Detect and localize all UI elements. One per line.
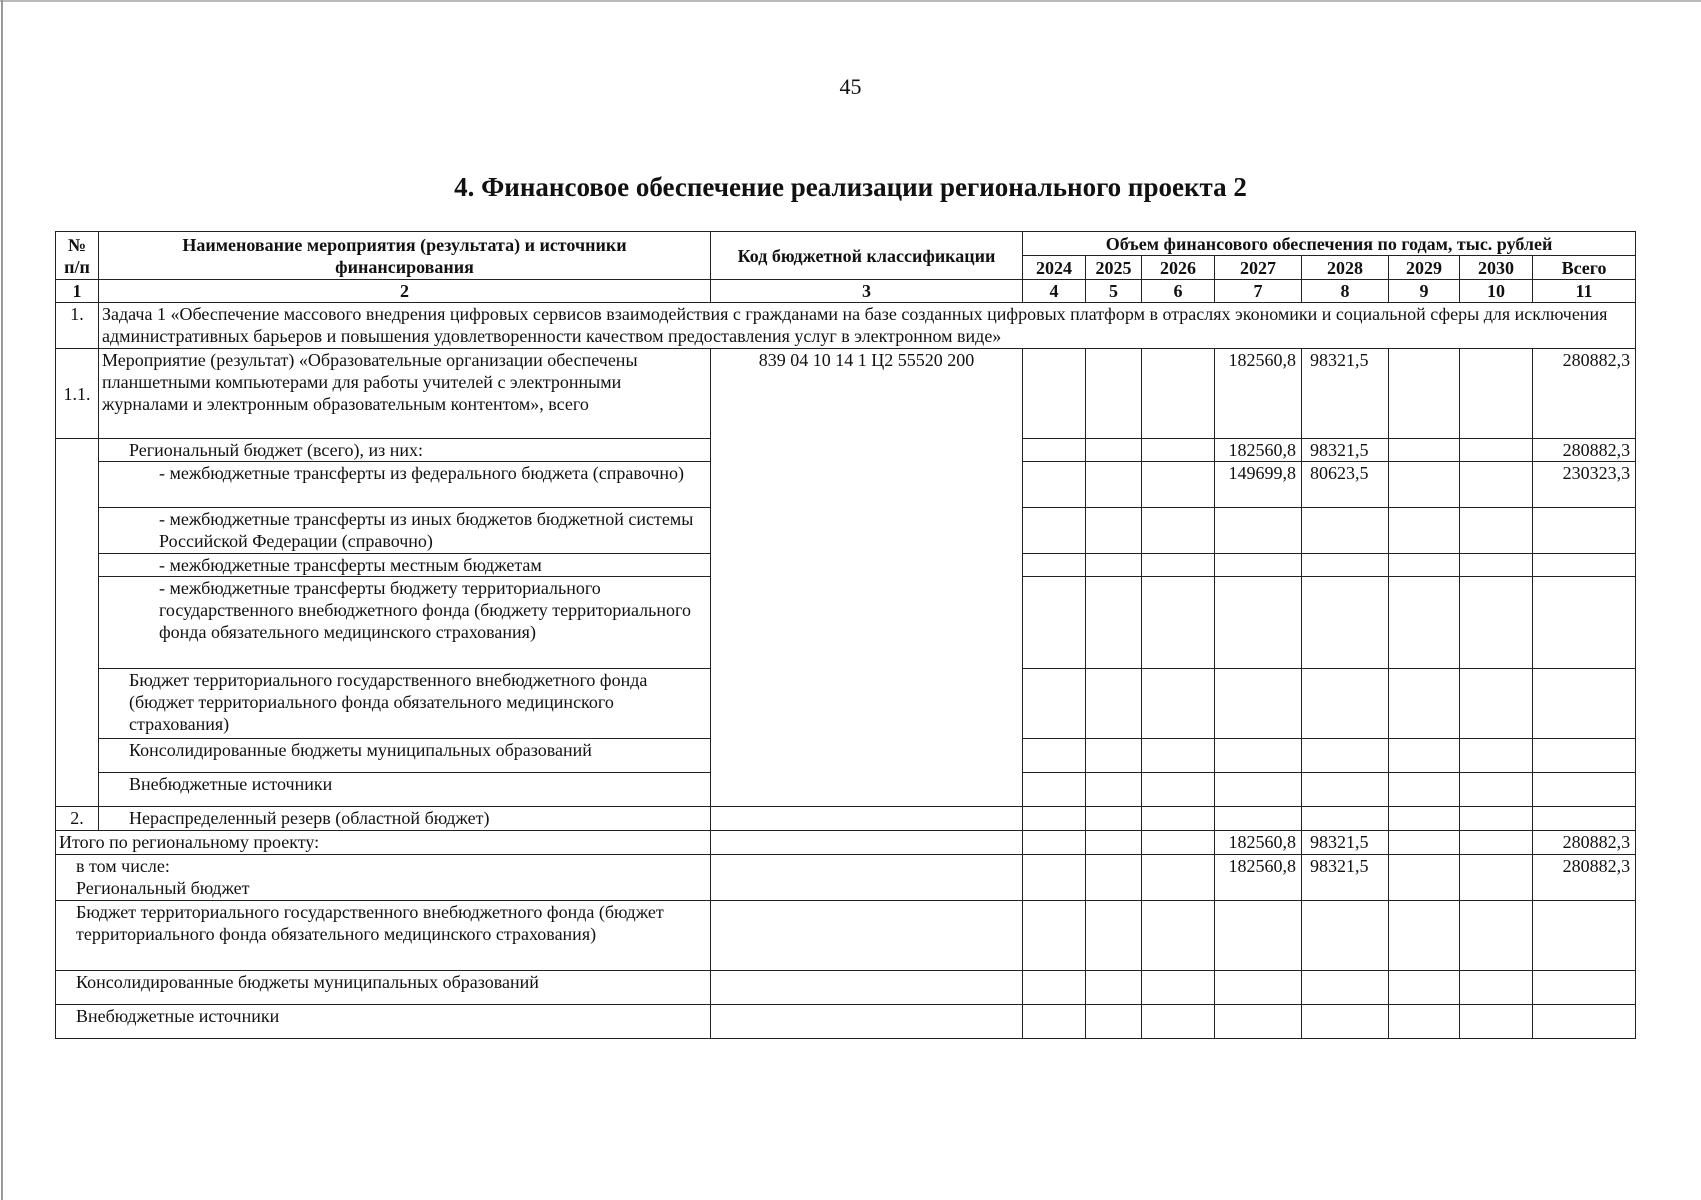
- cell-2025: [1086, 554, 1142, 577]
- column-number: 10: [1460, 280, 1533, 303]
- row-number: 1.1.: [56, 349, 99, 439]
- cell-2026: [1142, 462, 1215, 508]
- cell-2024: [1023, 807, 1086, 831]
- cell-2028: 98321,5: [1302, 831, 1389, 855]
- cell-2024: [1023, 669, 1086, 739]
- cell-2030: [1460, 439, 1533, 462]
- budget-code-empty: [711, 971, 1023, 1005]
- cell-2025: [1086, 669, 1142, 739]
- cell-total: 280882,3: [1533, 855, 1636, 901]
- cell-2030: [1460, 901, 1533, 971]
- row-name: Внебюджетные источники: [56, 1005, 711, 1039]
- cell-total: [1533, 739, 1636, 773]
- cell-2027: [1215, 508, 1302, 554]
- cell-2030: [1460, 739, 1533, 773]
- cell-2025: [1086, 439, 1142, 462]
- table-row-reserve: [56, 807, 1636, 831]
- cell-2025: [1086, 855, 1142, 901]
- cell-total: [1533, 577, 1636, 669]
- table-row-total-regional: [56, 855, 1636, 901]
- cell-2027: [1215, 1005, 1302, 1039]
- cell-2028: [1302, 554, 1389, 577]
- cell-2029: [1389, 739, 1460, 773]
- cell-total: [1533, 773, 1636, 807]
- table-row-total-municipal: [56, 971, 1636, 1005]
- cell-2029: [1389, 901, 1460, 971]
- cell-2030: [1460, 349, 1533, 439]
- cell-2024: [1023, 462, 1086, 508]
- row-name: в том числе: Региональный бюджет: [56, 855, 711, 901]
- cell-total: [1533, 508, 1636, 554]
- budget-code-empty: [711, 807, 1023, 831]
- column-number-row: [56, 280, 1636, 303]
- cell-2028: [1302, 1005, 1389, 1039]
- cell-2026: [1142, 439, 1215, 462]
- cell-2029: [1389, 669, 1460, 739]
- column-number: 1: [56, 280, 99, 303]
- cell-2027: [1215, 807, 1302, 831]
- cell-2029: [1389, 971, 1460, 1005]
- cell-2029: [1389, 439, 1460, 462]
- header-year-2027: 2027: [1215, 256, 1302, 280]
- cell-total: [1533, 807, 1636, 831]
- cell-2024: [1023, 439, 1086, 462]
- cell-2027: [1215, 773, 1302, 807]
- cell-2026: [1142, 739, 1215, 773]
- column-number: 11: [1533, 280, 1636, 303]
- cell-2028: 98321,5: [1302, 439, 1389, 462]
- cell-2024: [1023, 577, 1086, 669]
- cell-total: [1533, 554, 1636, 577]
- cell-2027: 182560,8: [1215, 831, 1302, 855]
- cell-2028: [1302, 669, 1389, 739]
- cell-total: [1533, 971, 1636, 1005]
- cell-2030: [1460, 855, 1533, 901]
- table-row-total-tfoms: [56, 901, 1636, 971]
- cell-2027: 149699,8: [1215, 462, 1302, 508]
- cell-2024: [1023, 855, 1086, 901]
- row-name: - межбюджетные трансферты из федерального бюджета (справочно): [99, 462, 711, 508]
- cell-2028: [1302, 901, 1389, 971]
- header-no: № п/п: [56, 232, 99, 280]
- cell-2027: [1215, 554, 1302, 577]
- cell-2029: [1389, 462, 1460, 508]
- cell-2025: [1086, 508, 1142, 554]
- column-number: 6: [1142, 280, 1215, 303]
- header-name: Наименование мероприятия (результата) и источники финансирования: [99, 232, 711, 280]
- cell-2024: [1023, 554, 1086, 577]
- row-name: Нераспределенный резерв (областной бюджет): [99, 807, 711, 831]
- cell-2030: [1460, 462, 1533, 508]
- cell-2024: [1023, 349, 1086, 439]
- cell-2030: [1460, 807, 1533, 831]
- cell-total: [1533, 901, 1636, 971]
- cell-2027: [1215, 971, 1302, 1005]
- cell-2025: [1086, 1005, 1142, 1039]
- row-name: Мероприятие (результат) «Образовательные организации обеспечены планшетными компьютерами для работы учителей с электронными журналами и электронным образовательным контентом», всего: [99, 349, 711, 439]
- cell-2025: [1086, 462, 1142, 508]
- scan-edge-top: [0, 0, 1701, 2]
- cell-2026: [1142, 807, 1215, 831]
- cell-2024: [1023, 831, 1086, 855]
- row-name: - межбюджетные трансферты бюджету территориального государственного внебюджетного фонда (бюджету территориального фонда обязательного медицинского страхования): [99, 577, 711, 669]
- column-number: 8: [1302, 280, 1389, 303]
- header-year-2028: 2028: [1302, 256, 1389, 280]
- column-number: 7: [1215, 280, 1302, 303]
- cell-2029: [1389, 1005, 1460, 1039]
- cell-2026: [1142, 508, 1215, 554]
- cell-total: 280882,3: [1533, 349, 1636, 439]
- cell-2026: [1142, 1005, 1215, 1039]
- header-row-1: [56, 232, 1636, 256]
- cell-2025: [1086, 577, 1142, 669]
- cell-2028: [1302, 807, 1389, 831]
- budget-code-empty: [711, 1005, 1023, 1039]
- cell-2025: [1086, 807, 1142, 831]
- row-name: - межбюджетные трансферты местным бюджетам: [99, 554, 711, 577]
- budget-code-empty: [711, 831, 1023, 855]
- cell-2024: [1023, 739, 1086, 773]
- row-name: - межбюджетные трансферты из иных бюджетов бюджетной системы Российской Федерации (справочно): [99, 508, 711, 554]
- cell-2030: [1460, 773, 1533, 807]
- column-number: 5: [1086, 280, 1142, 303]
- cell-2026: [1142, 554, 1215, 577]
- column-number: 3: [711, 280, 1023, 303]
- cell-2026: [1142, 901, 1215, 971]
- budget-code: 839 04 10 14 1 Ц2 55520 200: [711, 349, 1023, 807]
- header-year-2024: 2024: [1023, 256, 1086, 280]
- row-name: Итого по региональному проекту:: [56, 831, 711, 855]
- cell-2029: [1389, 349, 1460, 439]
- cell-2026: [1142, 831, 1215, 855]
- cell-2028: 98321,5: [1302, 349, 1389, 439]
- cell-2027: [1215, 739, 1302, 773]
- cell-2029: [1389, 855, 1460, 901]
- table-row-event-1-1: [56, 349, 1636, 439]
- cell-2030: [1460, 669, 1533, 739]
- column-number: 2: [99, 280, 711, 303]
- row-name: Бюджет территориального государственного внебюджетного фонда (бюджет территориального фонда обязательного медицинского страхования): [56, 901, 711, 971]
- cell-2029: [1389, 508, 1460, 554]
- cell-2030: [1460, 554, 1533, 577]
- header-code: Код бюджетной классификации: [711, 232, 1023, 280]
- cell-2026: [1142, 669, 1215, 739]
- header-year-2029: 2029: [1389, 256, 1460, 280]
- cell-2029: [1389, 831, 1460, 855]
- row-name: Консолидированные бюджеты муниципальных образований: [56, 971, 711, 1005]
- budget-code-empty: [711, 855, 1023, 901]
- table-row-total: [56, 831, 1636, 855]
- cell-2028: [1302, 971, 1389, 1005]
- column-number: 9: [1389, 280, 1460, 303]
- row-name: Бюджет территориального государственного внебюджетного фонда (бюджет территориального фонда обязательного медицинского страхования): [99, 669, 711, 739]
- cell-2025: [1086, 739, 1142, 773]
- cell-total: [1533, 669, 1636, 739]
- cell-2027: 182560,8: [1215, 855, 1302, 901]
- cell-2030: [1460, 831, 1533, 855]
- cell-2024: [1023, 1005, 1086, 1039]
- cell-2028: [1302, 739, 1389, 773]
- cell-2026: [1142, 577, 1215, 669]
- cell-2026: [1142, 971, 1215, 1005]
- cell-2030: [1460, 577, 1533, 669]
- header-year-2025: 2025: [1086, 256, 1142, 280]
- cell-2027: 182560,8: [1215, 439, 1302, 462]
- cell-2024: [1023, 508, 1086, 554]
- cell-2025: [1086, 971, 1142, 1005]
- cell-2025: [1086, 831, 1142, 855]
- cell-2027: [1215, 577, 1302, 669]
- cell-2025: [1086, 773, 1142, 807]
- cell-2026: [1142, 349, 1215, 439]
- table-row-task-1: [56, 303, 1636, 349]
- cell-2024: [1023, 773, 1086, 807]
- cell-2028: [1302, 577, 1389, 669]
- row-name: Региональный бюджет (всего), из них:: [99, 439, 711, 462]
- cell-2027: [1215, 669, 1302, 739]
- page-title: 4. Финансовое обеспечение реализации регионального проекта 2: [454, 172, 1247, 202]
- cell-2028: 98321,5: [1302, 855, 1389, 901]
- cell-total: 280882,3: [1533, 831, 1636, 855]
- header-year-2026: 2026: [1142, 256, 1215, 280]
- cell-total: [1533, 1005, 1636, 1039]
- cell-2028: 80623,5: [1302, 462, 1389, 508]
- cell-2025: [1086, 901, 1142, 971]
- cell-2029: [1389, 773, 1460, 807]
- row-name: Консолидированные бюджеты муниципальных образований: [99, 739, 711, 773]
- cell-2030: [1460, 1005, 1533, 1039]
- header-total: Всего: [1533, 256, 1636, 280]
- cell-2028: [1302, 773, 1389, 807]
- cell-2029: [1389, 807, 1460, 831]
- header-volume: Объем финансового обеспечения по годам, тыс. рублей: [1023, 232, 1636, 256]
- cell-2026: [1142, 855, 1215, 901]
- cell-2030: [1460, 508, 1533, 554]
- page-number: 45: [839, 74, 862, 99]
- cell-2030: [1460, 971, 1533, 1005]
- cell-total: 230323,3: [1533, 462, 1636, 508]
- column-number: 4: [1023, 280, 1086, 303]
- cell-2029: [1389, 554, 1460, 577]
- cell-2027: 182560,8: [1215, 349, 1302, 439]
- table-row-total-extra: [56, 1005, 1636, 1039]
- budget-code-empty: [711, 901, 1023, 971]
- cell-2026: [1142, 773, 1215, 807]
- row-number-empty: [56, 439, 99, 807]
- cell-2028: [1302, 508, 1389, 554]
- cell-total: 280882,3: [1533, 439, 1636, 462]
- row-name: Внебюджетные источники: [99, 773, 711, 807]
- row-number: 1.: [56, 303, 99, 349]
- cell-2027: [1215, 901, 1302, 971]
- cell-2024: [1023, 901, 1086, 971]
- row-number: 2.: [56, 807, 99, 831]
- task-text: Задача 1 «Обеспечение массового внедрения цифровых сервисов взаимодействия с гражданами на базе созданных цифровых платформ в отраслях экономики и социальной сферы для исключения административных барьеров и повышения удовлетворенности качеством предоставления услуг в электронном виде»: [99, 303, 1636, 349]
- cell-2025: [1086, 349, 1142, 439]
- header-year-2030: 2030: [1460, 256, 1533, 280]
- cell-2024: [1023, 971, 1086, 1005]
- cell-2029: [1389, 577, 1460, 669]
- financing-table: [55, 231, 1636, 1039]
